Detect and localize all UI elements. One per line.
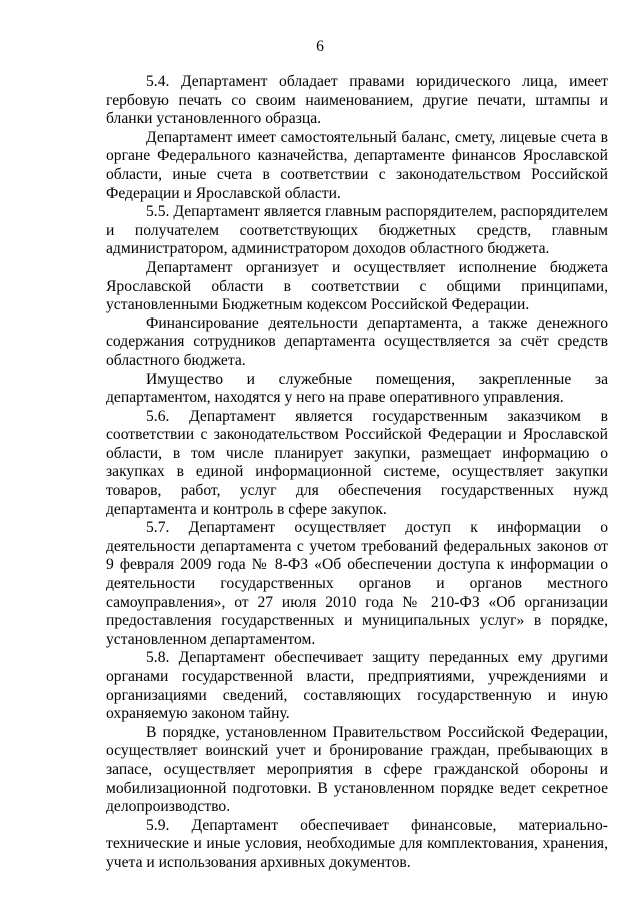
paragraph-5-5: 5.5. Департамент является главным распорядителем, распорядителем и получателем соответствующих бюджетных средств, главным администратором, администратором доходов областного бюджета. xyxy=(106,203,608,258)
paragraph-5-9: 5.9. Департамент обеспечивает финансовые, материально-технические и иные условия, необходимые для комплектования, хранения, учета и использования архивных документов. xyxy=(106,816,608,871)
paragraph-military-registration: В порядке, установленном Правительством Российской Федерации, осуществляет воинский учет и бронирование граждан, пребывающих в запасе, осуществляет мероприятия в сфере гражданской обороны и мобилизационной подготовки. В установленном порядке ведет секретное делопроизводство. xyxy=(106,723,608,816)
paragraph-financing: Финансирование деятельности департамента, а также денежного содержания сотрудников департамента осуществляется за счёт средств областного бюджета. xyxy=(106,314,608,369)
paragraph-5-8: 5.8. Департамент обеспечивает защиту переданных ему другими органами государственной власти, предприятиями, учреждениями и организациями сведений, составляющих государственную и иную охраняемую законом тайну. xyxy=(106,649,608,723)
paragraph-5-4: 5.4. Департамент обладает правами юридического лица, имеет гербовую печать со своим наименованием, другие печати, штампы и бланки установленного образца. xyxy=(106,73,608,128)
paragraph-property: Имущество и служебные помещения, закрепленные за департаментом, находятся у него на праве оперативного управления. xyxy=(106,370,608,407)
paragraph-5-6: 5.6. Департамент является государственным заказчиком в соответствии с законодательством Российской Федерации и Ярославской области, в том числе планирует закупки, размещает информацию о закупках в единой информационной системе, осуществляет закупки товаров, работ, услуг для обеспечения государственных нужд департамента и контроль в сфере закупок. xyxy=(106,407,608,518)
paragraph-5-7: 5.7. Департамент осуществляет доступ к информации о деятельности департамента с учетом требований федеральных законов от 9 февраля 2009 года № 8-ФЗ «Об обеспечении доступа к информации о деятельности государственных органов и органов местного самоуправления», от 27 июля 2010 года № 210-ФЗ «Об организации предоставления государственных и муниципальных услуг» в порядке, установленном департаментом. xyxy=(106,519,608,648)
document-body xyxy=(106,73,608,873)
paragraph-balance: Департамент имеет самостоятельный баланс, смету, лицевые счета в органе Федерального казначейства, департаменте финансов Ярославской области, иные счета в соответствии с законодательством Российской Федерации и Ярославской области. xyxy=(106,128,608,202)
paragraph-budget-execution: Департамент организует и осуществляет исполнение бюджета Ярославской области в соответствии с общими принципами, установленными Бюджетным кодексом Российской Федерации. xyxy=(106,258,608,314)
page-number: 6 xyxy=(316,38,324,55)
